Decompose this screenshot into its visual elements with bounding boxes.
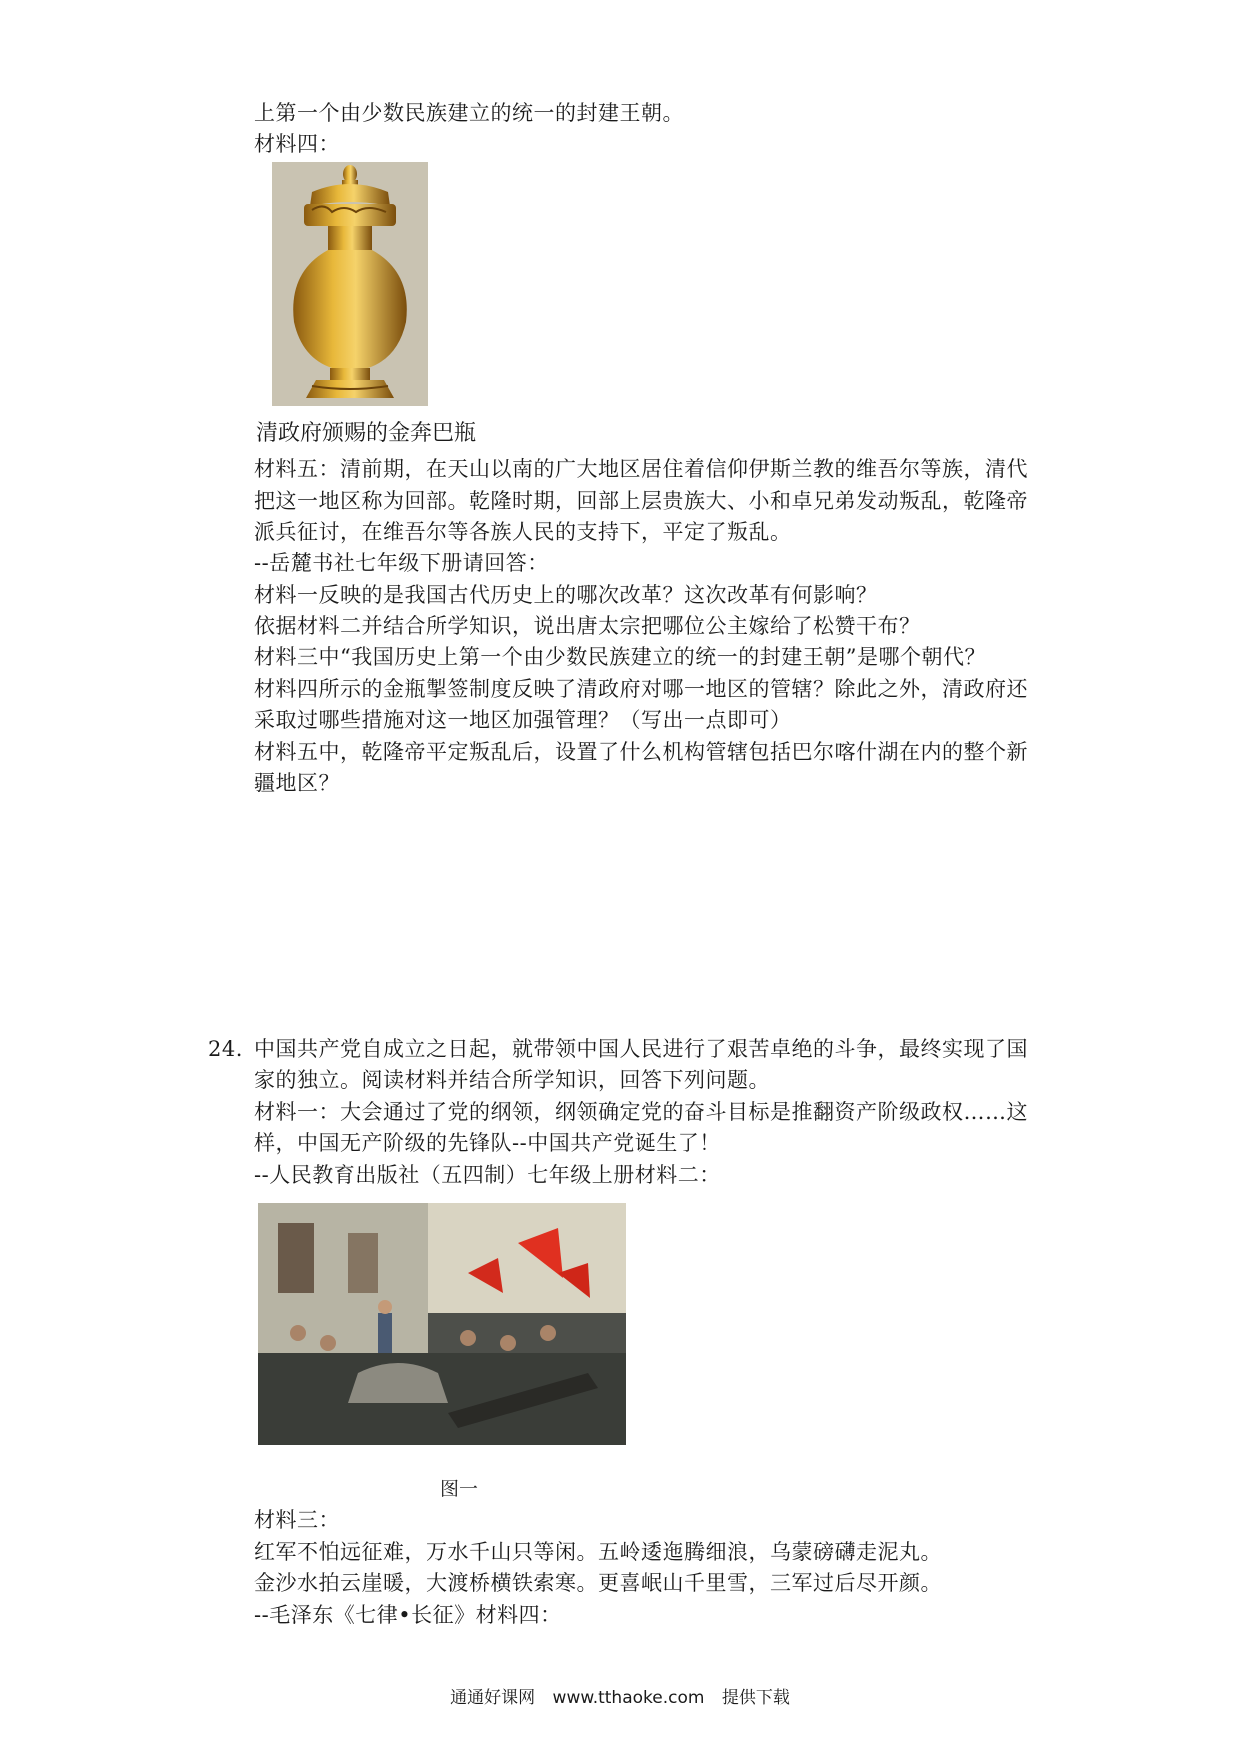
q23-text-line: 材料四： xyxy=(254,132,340,156)
q24-text-line: --毛泽东《七律•长征》材料四： xyxy=(254,1603,562,1627)
q23-text-line: 依据材料二并结合所学知识，说出唐太宗把哪位公主嫁给了松赞干布？ xyxy=(254,614,921,638)
q23-text-line: 上第一个由少数民族建立的统一的封建王朝。 xyxy=(254,101,684,125)
q23-text-line: 材料四所示的金瓶掣签制度反映了清政府对哪一地区的管辖？除此之外，清政府还 xyxy=(254,677,1028,701)
q24-text-line: 红军不怕远征难，万水千山只等闲。五岭逶迤腾细浪，乌蒙磅礴走泥丸。 xyxy=(254,1540,942,1564)
q24-text-line: 中国共产党自成立之日起，就带领中国人民进行了艰苦卓绝的斗争，最终实现了国 xyxy=(254,1037,1028,1061)
q23-text-line: 材料一反映的是我国古代历史上的哪次改革？这次改革有何影响？ xyxy=(254,583,878,607)
footer-suffix: 提供下载 xyxy=(721,1688,790,1708)
q23-text-line: 把这一地区称为回部。乾隆时期，回部上层贵族大、小和卓兄弟发动叛乱，乾隆帝 xyxy=(254,489,1028,513)
q24-text-line: 家的独立。阅读材料并结合所学知识，回答下列问题。 xyxy=(254,1068,770,1092)
page-footer xyxy=(0,1683,1240,1708)
q23-text-line: --岳麓书社七年级下册请回答： xyxy=(254,551,549,575)
footer-site-name: 通通好课网 xyxy=(450,1688,536,1708)
q24-text-line: 材料一：大会通过了党的纲领，纲领确定党的奋斗目标是推翻资产阶级政权……这 xyxy=(254,1100,1028,1124)
golden-vase-image xyxy=(272,162,428,406)
q24-text-line: 金沙水拍云崖暖，大渡桥横铁索寒。更喜岷山千里雪，三军过后尽开颜。 xyxy=(254,1571,942,1595)
vase-caption: 清政府颁赐的金奔巴瓶 xyxy=(256,421,477,446)
footer-url[interactable]: www.tthaoke.com xyxy=(552,1688,705,1708)
figure-caption: 图一 xyxy=(440,1478,479,1500)
q23-text-line: 派兵征讨，在维吾尔等各族人民的支持下，平定了叛乱。 xyxy=(254,520,792,544)
q24-text-line: 材料三： xyxy=(254,1508,340,1532)
q23-text-line: 采取过哪些措施对这一地区加强管理？（写出一点即可） xyxy=(254,708,792,732)
question-number: 24. xyxy=(208,1037,243,1061)
q24-text-line: --人民教育出版社（五四制）七年级上册材料二： xyxy=(254,1163,721,1187)
q23-text-line: 疆地区？ xyxy=(254,771,340,795)
q23-text-line: 材料三中“我国历史上第一个由少数民族建立的统一的封建王朝”是哪个朝代？ xyxy=(254,645,986,669)
q24-text-line: 样，中国无产阶级的先锋队--中国共产党诞生了！ xyxy=(254,1131,721,1155)
q23-text-line: 材料五：清前期，在天山以南的广大地区居住着信仰伊斯兰教的维吾尔等族，清代 xyxy=(254,457,1028,481)
q23-text-line: 材料五中，乾隆帝平定叛乱后，设置了什么机构管辖包括巴尔喀什湖在内的整个新 xyxy=(254,740,1028,764)
painting-image xyxy=(258,1203,626,1445)
